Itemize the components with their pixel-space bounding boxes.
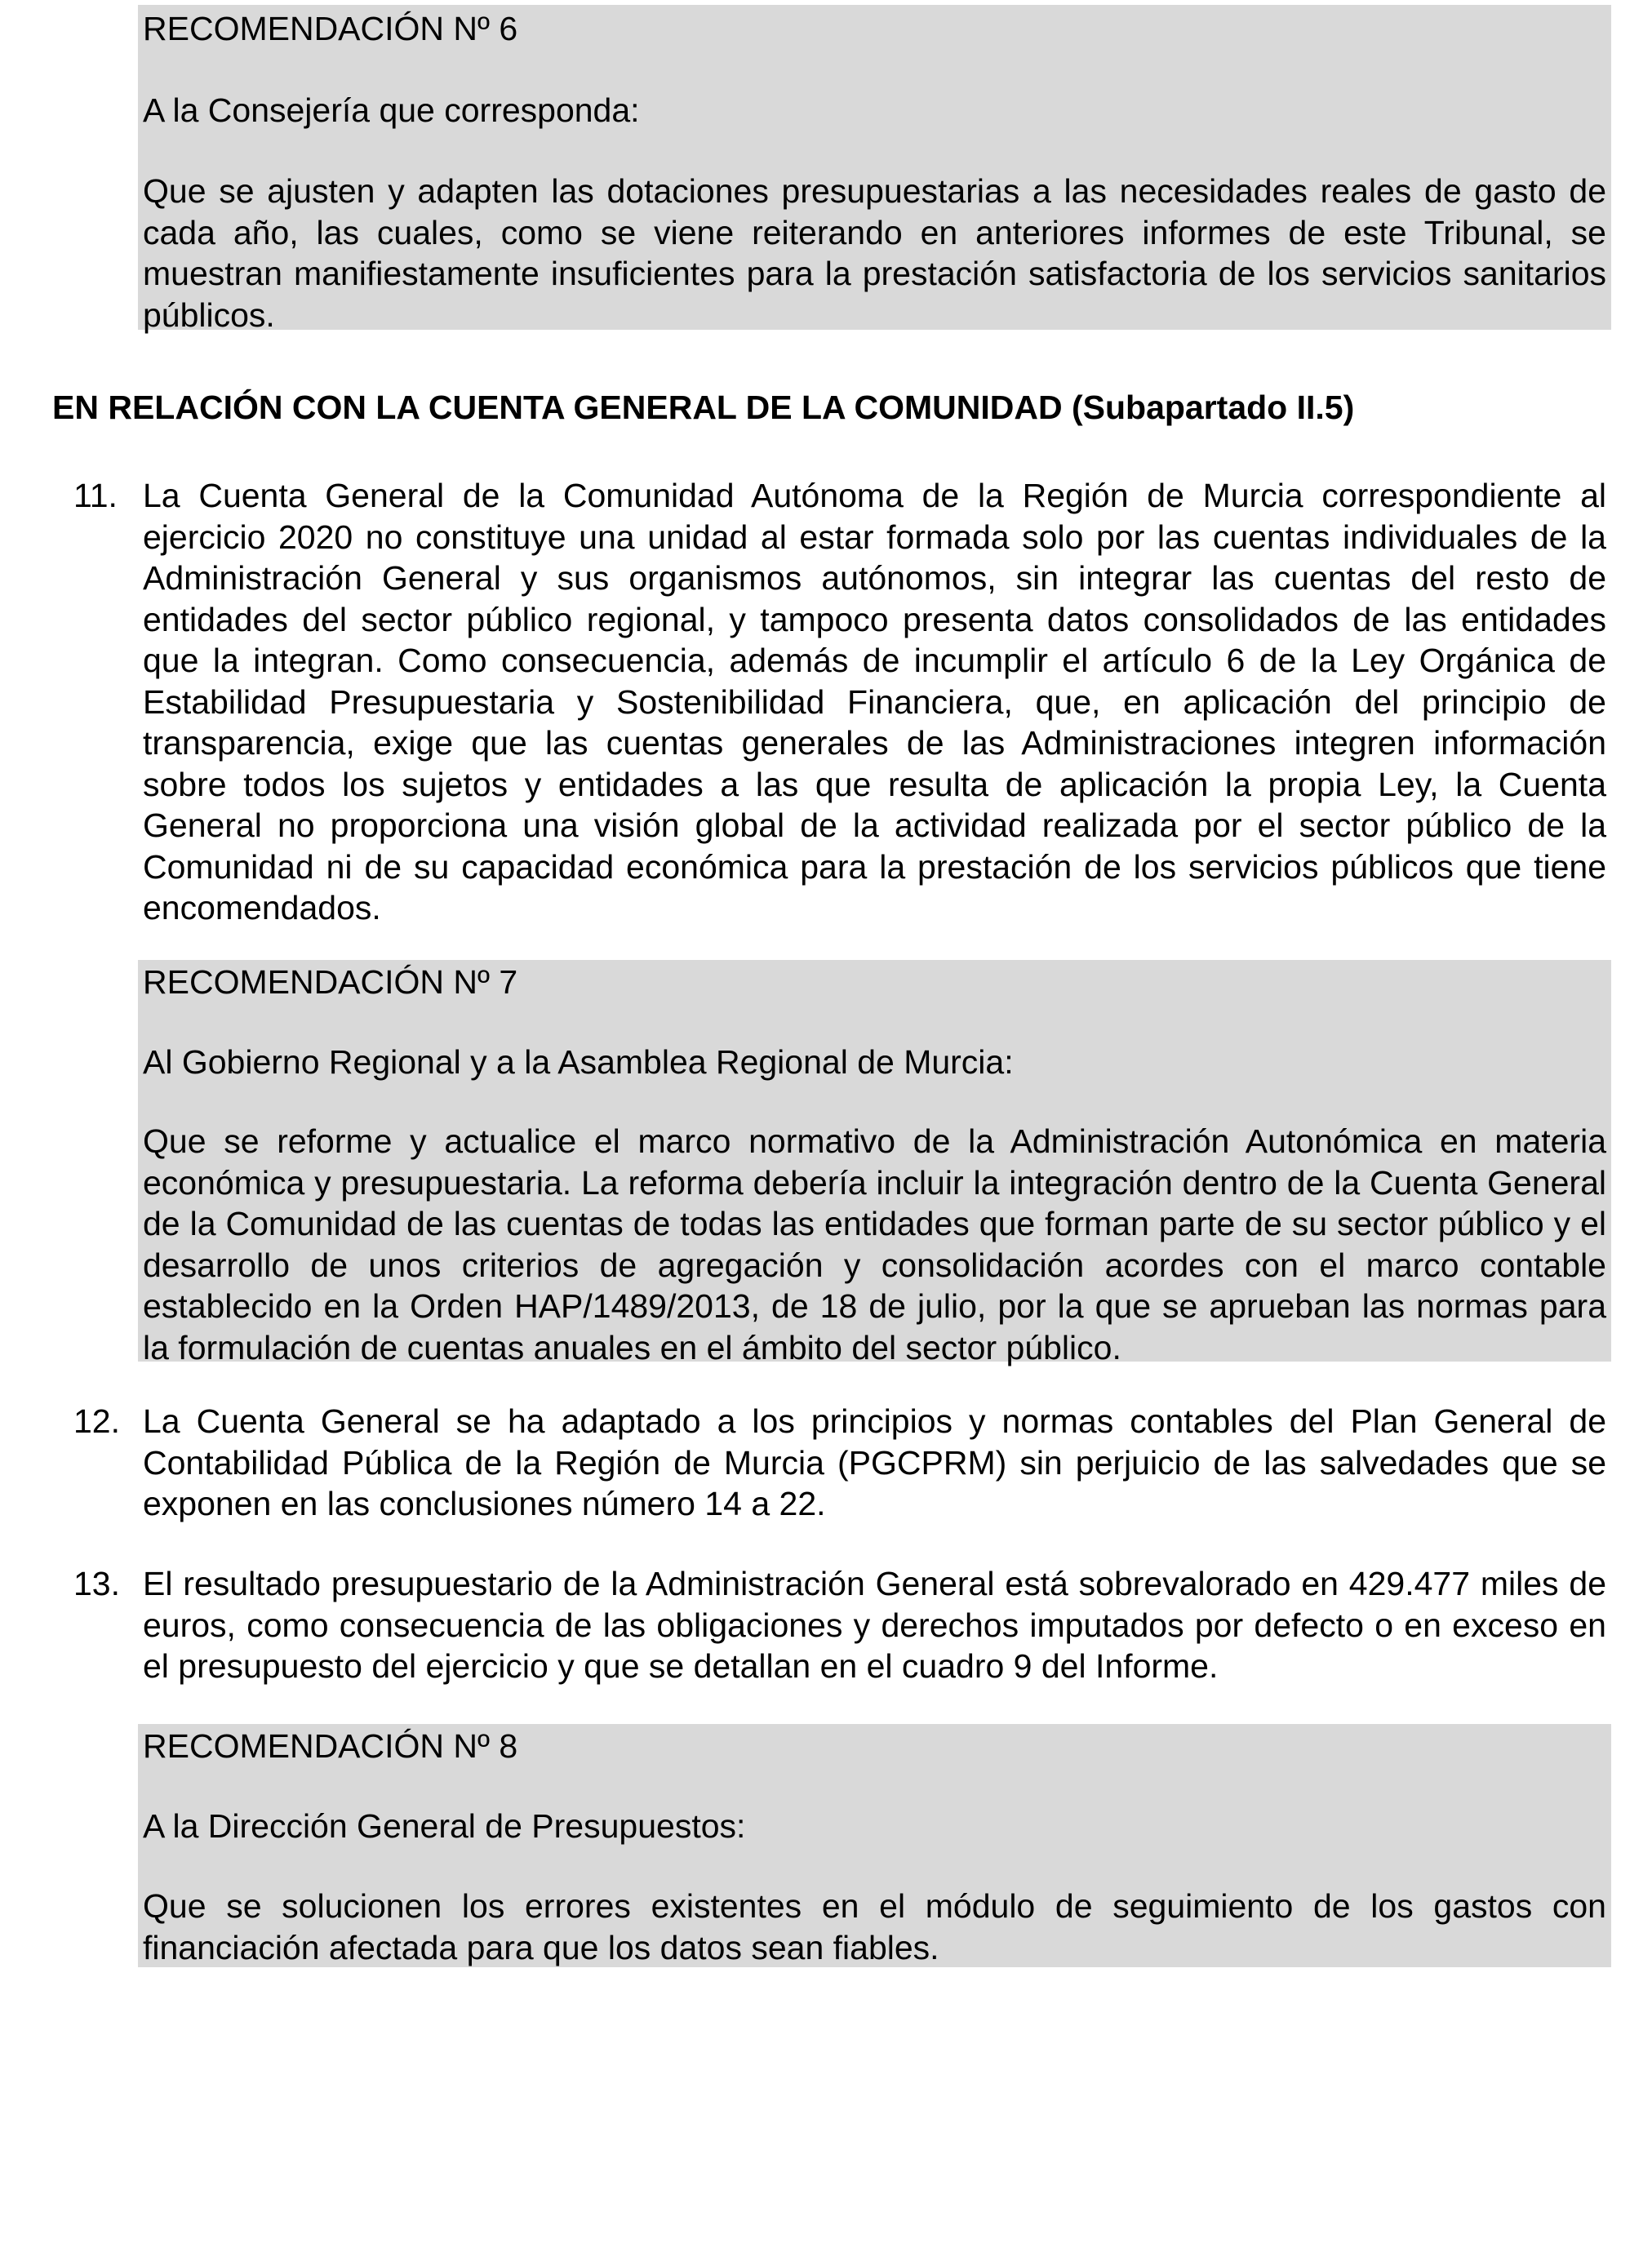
recommendation-6-box bbox=[138, 5, 1611, 334]
item-number: 13. bbox=[73, 1565, 120, 1602]
recommendation-7-text: Que se reforme y actualice el marco normativo de la Administración Autonómica en materia económica y presupuestaria. La reforma debería incluir la integración dentro de la Cuenta General de la Comunidad de las cuentas de todas las entidades que forman parte de su sector público y el desarrollo de unos criterios de agregación y consolidación acordes con el marco contable establecido en la Orden HAP/1489/2013, de 18 de julio, por la que se aprueban las normas para la formulación de cuentas anuales en el ámbito del sector público. bbox=[143, 1122, 1606, 1366]
item-number: 12. bbox=[73, 1402, 120, 1440]
item-text: El resultado presupuestario de la Administración General está sobrevalorado en 429.477 miles de euros, como consecuencia de las obligaciones y derechos imputados por defecto o en exceso en el presupuesto del ejercicio y que se detallan en el cuadro 9 del Informe. bbox=[143, 1565, 1606, 1685]
recommendation-6-title: RECOMENDACIÓN Nº 6 bbox=[143, 10, 518, 47]
recommendation-8-box bbox=[138, 1724, 1611, 1967]
recommendation-7-title: RECOMENDACIÓN Nº 7 bbox=[143, 963, 518, 1001]
section-heading: EN RELACIÓN CON LA CUENTA GENERAL DE LA COMUNIDAD (Subapartado II.5) bbox=[52, 389, 1355, 426]
item-text: La Cuenta General de la Comunidad Autónoma de la Región de Murcia correspondiente al ejercicio 2020 no constituye una unidad al estar formada solo por las cuentas individuales de la Administración General y sus organismos autónomos, sin integrar las cuentas del resto de entidades del sector público regional, y tampoco presenta datos consolidados de las entidades que la integran. Como consecuencia, además de incumplir el artículo 6 de la Ley Orgánica de Estabilidad Presupuestaria y Sostenibilidad Financiera, que, en aplicación del principio de transparencia, exige que las cuentas generales de las Administraciones integren información sobre todos los sujetos y entidades a las que resulta de aplicación la propia Ley, la Cuenta General no proporciona una visión global de la actividad realizada por el sector público de la Comunidad ni de su capacidad económica para la prestación de los servicios públicos que tiene encomendados. bbox=[143, 477, 1606, 926]
recommendation-8-text: Que se solucionen los errores existentes en el módulo de seguimiento de los gastos con financiación afectada para que los datos sean fiables. bbox=[143, 1887, 1606, 1966]
recommendation-8-addressee: A la Dirección General de Presupuestos: bbox=[143, 1807, 746, 1845]
recommendation-6-text: Que se ajusten y adapten las dotaciones presupuestarias a las necesidades reales de gasto de cada año, las cuales, como se viene reiterando en anteriores informes de este Tribunal, se muestran manifiestamente insuficientes para la prestación satisfactoria de los servicios sanitarios públicos. bbox=[143, 172, 1606, 334]
item-number: 11. bbox=[73, 477, 118, 514]
recommendation-6-addressee: A la Consejería que corresponda: bbox=[143, 91, 640, 129]
item-text: La Cuenta General se ha adaptado a los principios y normas contables del Plan General de Contabilidad Pública de la Región de Murcia (PGCPRM) sin perjuicio de las salvedades que se exponen en las conclusiones número 14 a 22. bbox=[143, 1402, 1606, 1522]
recommendation-7-addressee: Al Gobierno Regional y a la Asamblea Regional de Murcia: bbox=[143, 1043, 1014, 1081]
recommendation-8-title: RECOMENDACIÓN Nº 8 bbox=[143, 1727, 518, 1765]
recommendation-7-box bbox=[138, 960, 1611, 1366]
